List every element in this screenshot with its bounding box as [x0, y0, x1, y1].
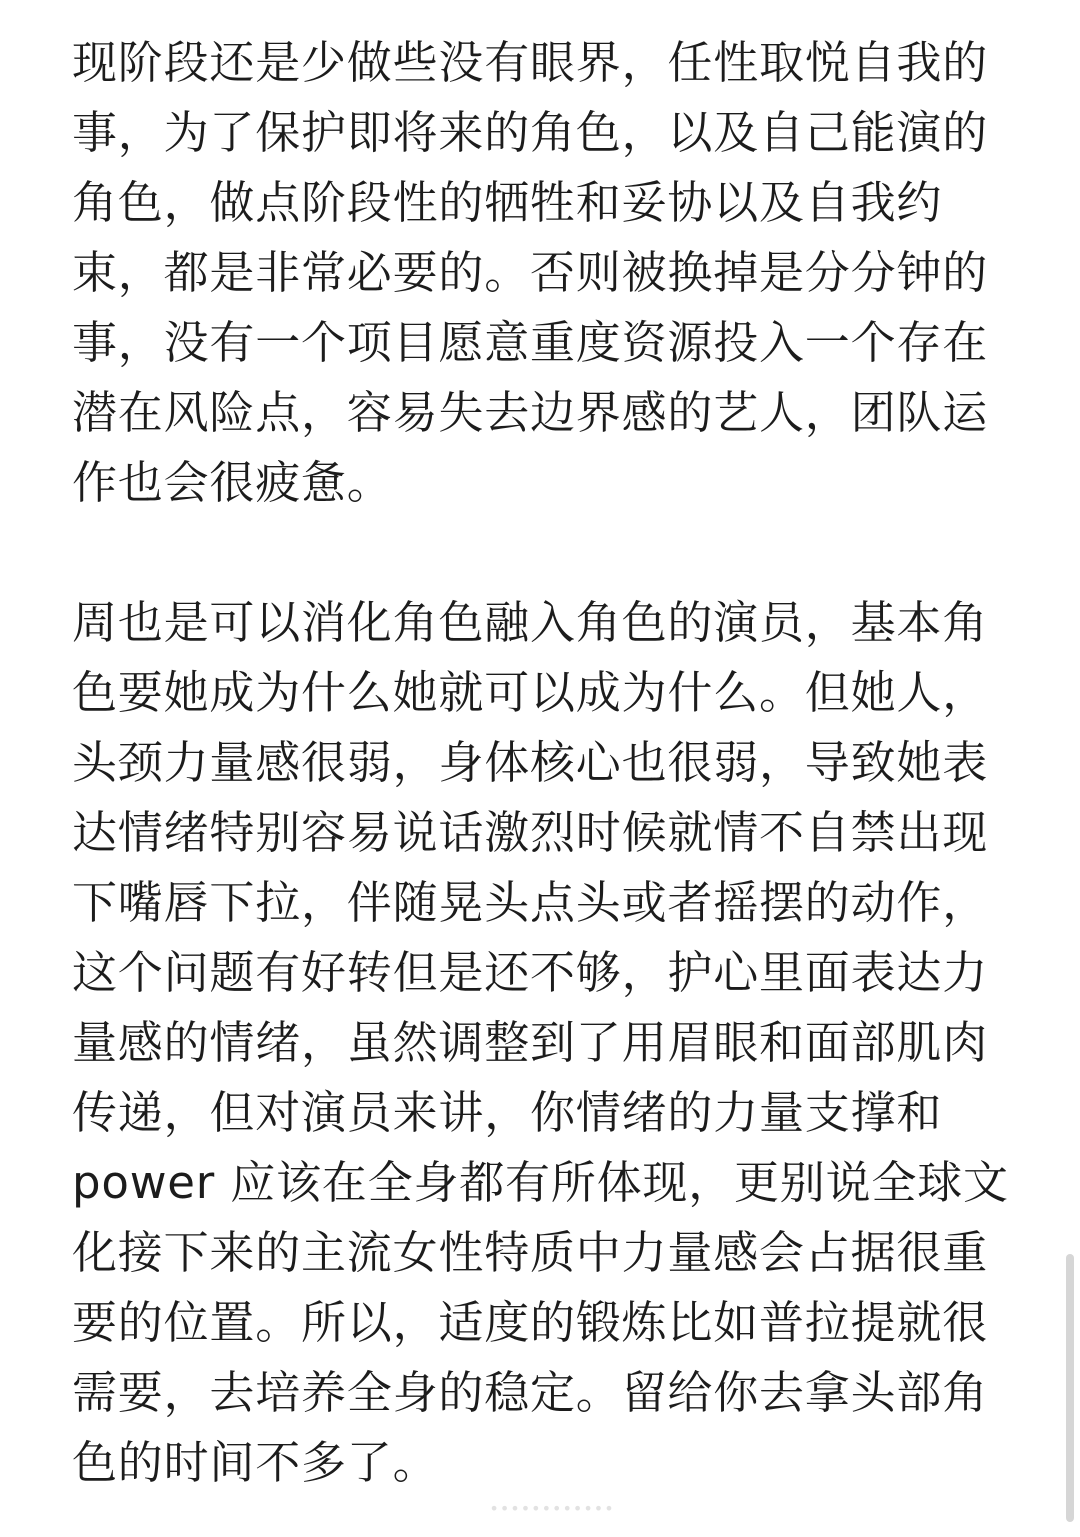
watermark: •••••••••••• [489, 1499, 615, 1518]
text-line: 潜在风险点，容易失去边界感的艺人，团队运 [72, 386, 989, 439]
paragraph-spacer [72, 518, 992, 588]
text-line: 现阶段还是少做些没有眼界，任性取悦自我的 [72, 36, 989, 89]
text-line: 这个问题有好转但是还不够，护心里面表达力 [72, 946, 989, 999]
text-line: 色要她成为什么她就可以成为什么。但她人， [72, 666, 989, 719]
article-body [72, 28, 1009, 1498]
text-line: 要的位置。所以，适度的锻炼比如普拉提就很 [72, 1296, 989, 1349]
text-line: 色的时间不多了。 [72, 1436, 439, 1489]
paragraph-1 [72, 28, 992, 518]
text-line: 束，都是非常必要的。否则被换掉是分分钟的 [72, 246, 989, 299]
text-line: 传递，但对演员来讲，你情绪的力量支撑和 [72, 1086, 943, 1139]
text-line: 头颈力量感很弱，身体核心也很弱，导致她表 [72, 736, 989, 789]
vertical-scrollbar[interactable] [1066, 1254, 1074, 1522]
text-line: 需要，去培养全身的稳定。留给你去拿头部角 [72, 1366, 989, 1419]
text-line: 作也会很疲惫。 [72, 456, 393, 509]
paragraph-2 [72, 588, 1009, 1498]
text-line: 量感的情绪，虽然调整到了用眉眼和面部肌肉 [72, 1016, 989, 1069]
text-line: 角色，做点阶段性的牺牲和妥协以及自我约 [72, 176, 943, 229]
text-line: 周也是可以消化角色融入角色的演员，基本角 [72, 596, 989, 649]
text-line: 化接下来的主流女性特质中力量感会占据很重 [72, 1226, 989, 1279]
text-line: 事，为了保护即将来的角色，以及自己能演的 [72, 106, 989, 159]
text-line: 达情绪特别容易说话激烈时候就情不自禁出现 [72, 806, 989, 859]
text-line: 下嘴唇下拉，伴随晃头点头或者摇摆的动作， [72, 876, 989, 929]
text-line: power 应该在全身都有所体现，更别说全球文 [72, 1156, 1009, 1209]
text-line: 事，没有一个项目愿意重度资源投入一个存在 [72, 316, 989, 369]
